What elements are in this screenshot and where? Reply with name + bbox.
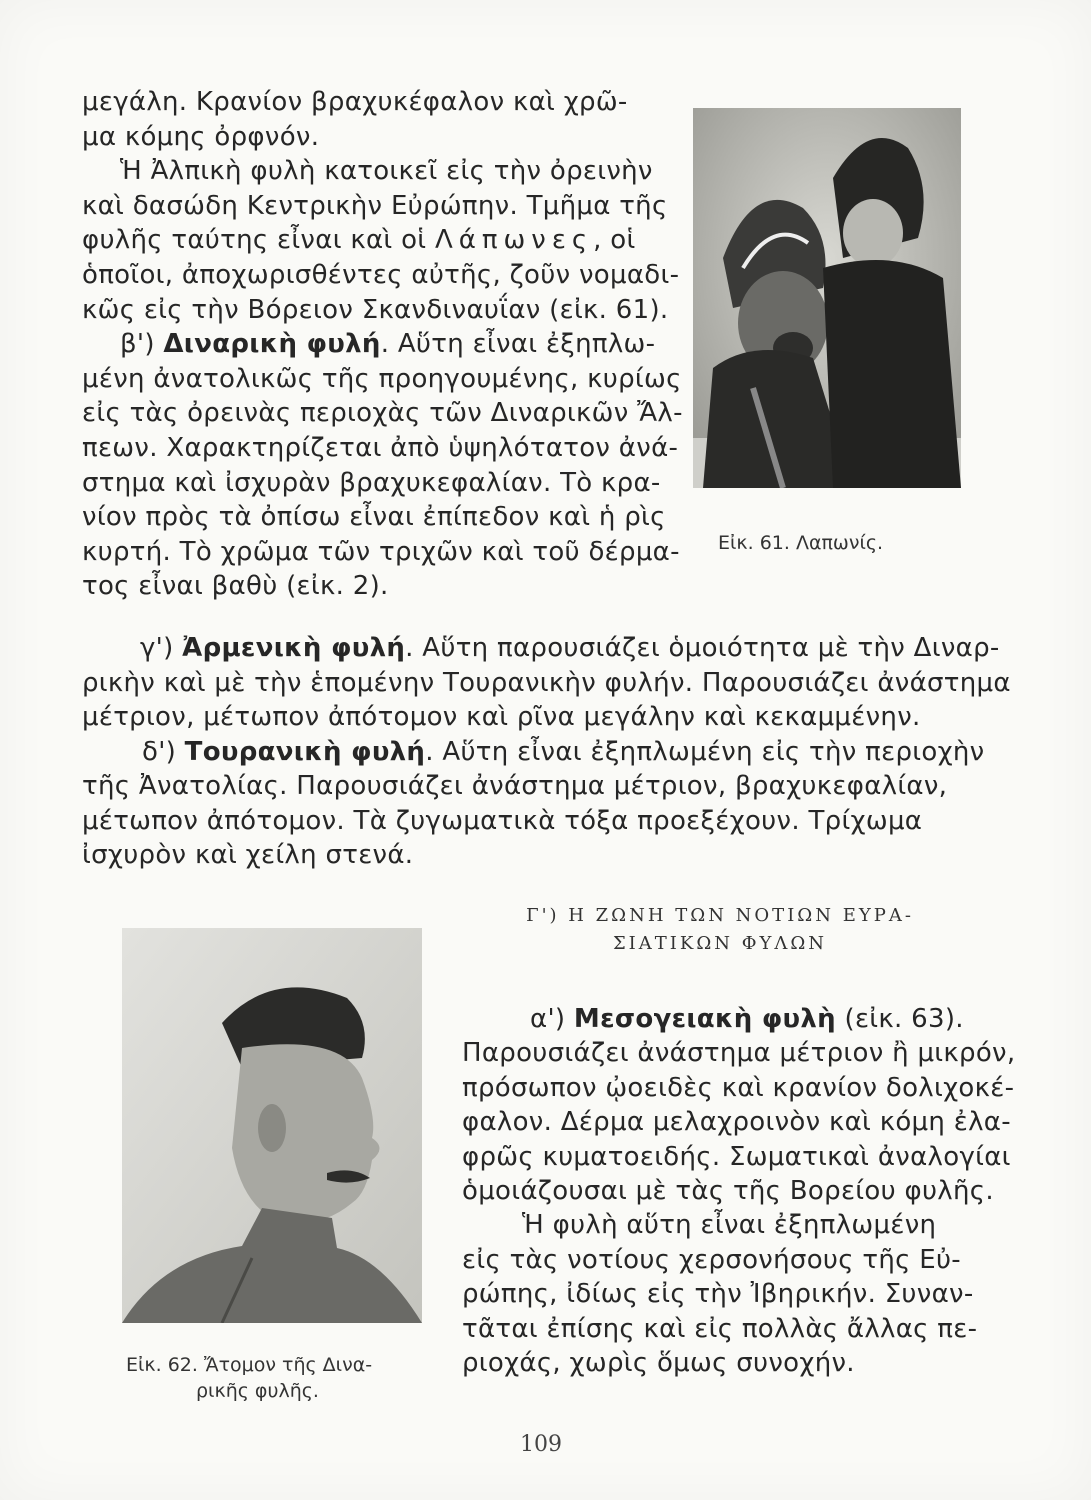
- bottom-text-line: φαλον. Δέρμα μελαχροινὸν καὶ κόμη ἐλα-: [462, 1107, 1011, 1138]
- line-post-text: . Αὕτη εἶναι ἐξηπλωμένη εἰς τὴν περιοχὴν: [425, 736, 985, 767]
- bottom-text-line: πρόσωπον ᾠοειδὲς καὶ κρανίον δολιχοκέ-: [462, 1072, 1015, 1103]
- lapp-woman-photo-image: [693, 108, 961, 488]
- top-text-line: κῶς εἰς τὴν Βόρειον Σκανδιναυΐαν (εἰκ. 61).: [82, 294, 669, 325]
- line-bold-text: Τουρανικὴ φυλή: [184, 736, 426, 767]
- line-post-text: . Αὕτη εἶναι ἐξηπλω-: [380, 329, 656, 360]
- full-text-line: μέτωπον ἀπότομον. Τὰ ζυγωματικὰ τόξα προεξέχουν. Τρίχωμα: [82, 805, 923, 836]
- figure-61-photo: [693, 108, 961, 488]
- line-post-text: . Αὕτη παρουσιάζει ὁμοιότητα μὲ τὴν Διναρ-: [405, 633, 1000, 663]
- top-text-line: [120, 328, 655, 360]
- top-text-line: στημα καὶ ἰσχυρὰν βραχυκεφαλίαν. Τὸ κρα-: [82, 467, 661, 498]
- top-text-line: καὶ δασώδη Κεντρικὴν Εὐρώπην. Τμῆμα τῆς: [82, 190, 668, 221]
- line-pre-text: β'): [120, 329, 164, 360]
- top-text-line: [82, 224, 636, 256]
- line-post-text: , οἱ: [593, 225, 636, 256]
- top-text-line: εἰς τὰς ὀρεινὰς περιοχὰς τῶν Διναρικῶν Ἄλ-: [82, 398, 683, 429]
- figure-62-caption-line-1: Εἰκ. 62. Ἄτομον τῆς Δινα-: [126, 1354, 373, 1376]
- full-text-line: ἰσχυρὸν καὶ χείλη στενά.: [82, 840, 414, 870]
- bottom-text-line: Ἡ φυλὴ αὕτη εἶναι ἐξηπλωμένη: [522, 1210, 937, 1241]
- section-heading: [500, 902, 940, 958]
- top-text-line: τος εἶναι βαθὺ (εἰκ. 2).: [82, 571, 389, 602]
- top-text-line: νίον πρὸς τὰ ὀπίσω εἶναι ἐπίπεδον καὶ ἡ ρὶς: [82, 502, 666, 533]
- line-pre-text: α'): [530, 1004, 574, 1034]
- figure-62-photo: [122, 928, 422, 1323]
- line-spaced-text: Λάπωνες: [434, 225, 594, 256]
- full-text-line: μέτριον, μέτωπον ἀπότομον καὶ ρῖνα μεγάλην καὶ κεκαμμένην.: [82, 702, 921, 732]
- full-text-line: ρικὴν καὶ μὲ τὴν ἑπομένην Τουρανικὴν φυλήν. Παρουσιάζει ἀνάστημα: [82, 667, 1011, 698]
- top-text-line: μεγάλη. Κρανίον βραχυκέφαλον καὶ χρῶ-: [82, 87, 628, 117]
- bottom-text-line: Παρουσιάζει ἀνάστημα μέτριον ἢ μικρόν,: [462, 1038, 1016, 1069]
- bottom-text-line: φρῶς κυματοειδής. Σωματικαὶ ἀναλογίαι: [462, 1141, 1011, 1172]
- top-text-line: πεων. Χαρακτηρίζεται ἀπὸ ὑψηλότατον ἀνά-: [82, 433, 679, 463]
- bottom-text-line: ριοχάς, χωρὶς ὅμως συνοχήν.: [462, 1348, 855, 1378]
- top-text-line: μα κόμης ὀρφνόν.: [82, 121, 320, 152]
- line-pre-text: δ'): [142, 736, 185, 767]
- top-text-line: ὁποῖοι, ἀποχωρισθέντες αὐτῆς, ζοῦν νομαδι-: [82, 260, 680, 290]
- line-pre-text: φυλῆς ταύτης εἶναι καὶ οἱ: [82, 225, 435, 256]
- figure-62-caption: [126, 1352, 372, 1404]
- line-bold-text: Ἀρμενικὴ φυλή: [182, 633, 406, 663]
- bottom-text-line: ὁμοιάζουσαι μὲ τὰς τῆς Βορείου φυλῆς.: [462, 1176, 994, 1206]
- bottom-text-line: [530, 1003, 964, 1035]
- section-heading-line-2: ΣΙΑΤΙΚΩΝ ΦΥΛΩΝ: [612, 933, 828, 954]
- page-number: 109: [520, 1432, 562, 1457]
- figure-61-caption: Εἰκ. 61. Λαπωνίς.: [718, 532, 884, 554]
- line-bold-text: Μεσογειακὴ φυλὴ: [573, 1004, 836, 1034]
- full-text-line: [142, 736, 985, 768]
- dinaric-man-portrait-image: [122, 928, 422, 1323]
- bottom-text-line: τᾶται ἐπίσης καὶ εἰς πολλὰς ἄλλας πε-: [462, 1313, 978, 1344]
- top-text-line: Ἡ Ἀλπικὴ φυλὴ κατοικεῖ εἰς τὴν ὀρεινὴν: [120, 156, 653, 187]
- section-heading-line-1: Γ') Η ΖΩΝΗ ΤΩΝ ΝΟΤΙΩΝ ΕΥΡΑ-: [526, 905, 914, 926]
- full-text-line: τῆς Ἀνατολίας. Παρουσιάζει ἀνάστημα μέτριον, βραχυκεφαλίαν,: [82, 771, 948, 801]
- line-pre-text: γ'): [140, 633, 183, 663]
- bottom-text-line: εἰς τὰς νοτίους χερσονήσους τῆς Εὐ-: [462, 1244, 961, 1275]
- full-text-line: [140, 632, 1000, 664]
- top-text-line: κυρτή. Τὸ χρῶμα τῶν τριχῶν καὶ τοῦ δέρμα-: [82, 536, 680, 567]
- line-post-text: (εἰκ. 63).: [835, 1004, 964, 1034]
- top-text-line: μένη ἀνατολικῶς τῆς προηγουμένης, κυρίως: [82, 363, 682, 394]
- line-bold-text: Διναρικὴ φυλή: [163, 329, 381, 360]
- figure-62-caption-line-2: ρικῆς φυλῆς.: [196, 1380, 319, 1402]
- bottom-text-line: ρώπης, ἰδίως εἰς τὴν Ἰβηρικήν. Συναν-: [462, 1279, 974, 1310]
